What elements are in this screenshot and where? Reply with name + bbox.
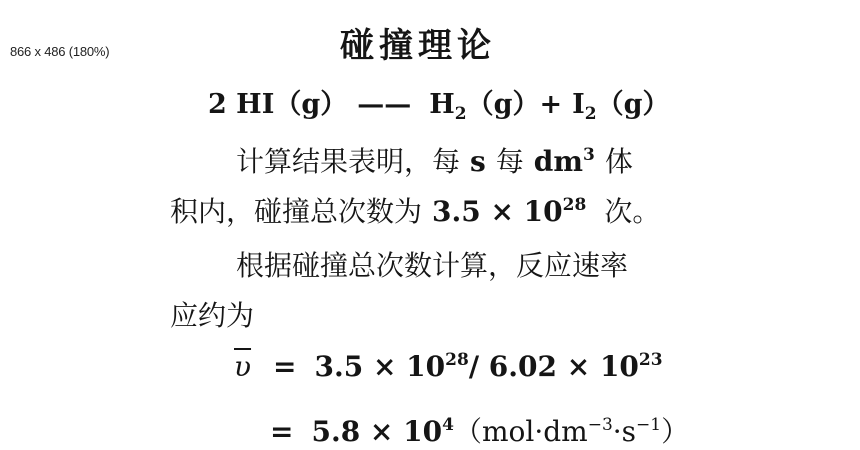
equals-sign-1: = [273, 350, 297, 383]
equation-i-state: （g） [596, 89, 670, 120]
calc-unit-end: ） [661, 415, 690, 448]
calc-denominator-exponent: 23 [638, 350, 663, 370]
calc-numerator: 3.5 × 10 [314, 350, 446, 383]
calc-denominator: / 6.02 × 10 [468, 350, 639, 383]
equation-arrow: —— [357, 89, 412, 120]
calc-unit-mid: ·s [612, 415, 637, 448]
calc-unit-exponent-2: −1 [636, 415, 662, 435]
equation-h-subscript: 2 [454, 104, 467, 124]
equation-lhs: 2 HI（g） [208, 89, 348, 120]
rate-calculation-line1 [230, 350, 663, 383]
p1-unit-dm: dm [533, 145, 584, 178]
equation-h: H [429, 89, 455, 120]
calc-unit-exponent-1: −3 [587, 415, 613, 435]
p1-line2-text: 积内，碰撞总次数为 [170, 195, 423, 228]
p1-unit-s: s [470, 145, 486, 178]
calc-result-exponent: 4 [442, 415, 454, 435]
paragraph2-line2: 应约为 [170, 299, 255, 332]
p1-text-c: 体 [604, 145, 633, 178]
image-size-label: 866 x 486 (180%) [10, 44, 110, 59]
equation-i-subscript: 2 [584, 104, 597, 124]
paragraph1-line1 [236, 140, 633, 180]
p1-text-a: 计算结果表明，每 [236, 145, 461, 178]
p1-text-b: 每 [495, 145, 524, 178]
equals-sign-2: = [270, 415, 294, 448]
equation-i: I [572, 89, 585, 120]
page-title: 碰撞理论 [340, 26, 496, 66]
p1-unit-dm-exponent: 3 [583, 145, 595, 165]
calc-unit: （mol·dm [453, 415, 588, 448]
p1-collision-number: 3.5 × 10 [432, 195, 563, 228]
p1-collision-exponent: 28 [562, 195, 587, 215]
p1-line2-end: 次。 [604, 195, 661, 228]
reaction-equation [208, 82, 669, 124]
calc-result: 5.8 × 10 [311, 415, 443, 448]
paragraph2-line1: 根据碰撞总次数计算，反应速率 [236, 249, 629, 282]
rate-symbol: $\overline{\upsilon}$ [234, 350, 252, 383]
equation-h-state: （g）+ [466, 89, 563, 120]
paragraph1-line2 [170, 190, 660, 230]
rate-calculation-line2 [270, 410, 689, 450]
calc-numerator-exponent: 28 [445, 350, 469, 370]
